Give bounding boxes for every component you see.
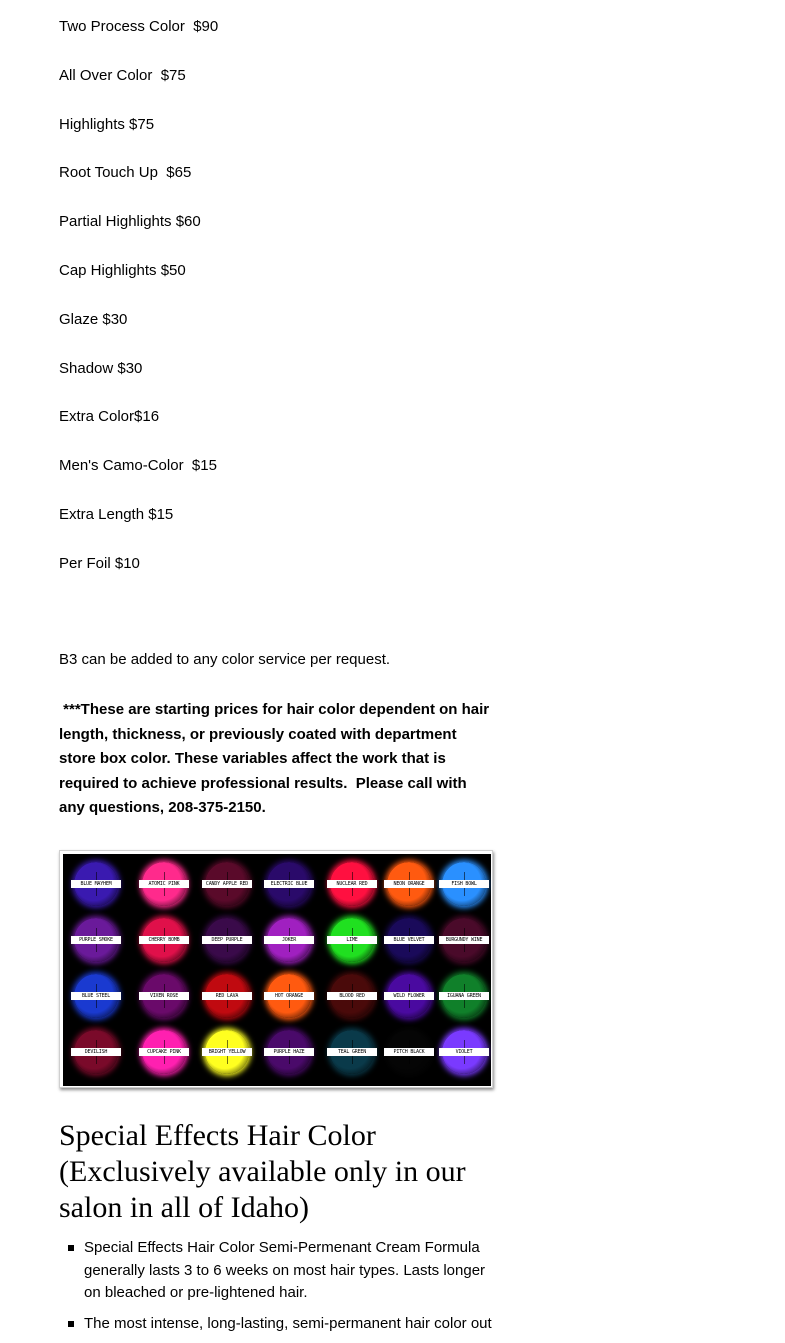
- swatch-label: NEON ORANGE: [384, 880, 434, 888]
- swatch-label: DEVILISH: [71, 1048, 121, 1056]
- swatch-label: PURPLE SMOKE: [71, 936, 121, 944]
- swatch-label: BLUE VELVET: [384, 936, 434, 944]
- square-bullet-icon: [68, 1245, 74, 1251]
- swatch-label: HOT ORANGE: [264, 992, 314, 1000]
- swatch-label: BURGUNDY WINE: [439, 936, 489, 944]
- swatch-label: BLUE STEEL: [71, 992, 121, 1000]
- swatch-label: BRIGHT YELLOW: [202, 1048, 252, 1056]
- pricing-disclaimer: ***These are starting prices for hair color dependent on hair length, thickness, or previously coated with department store box color. These variables affect the work that is required to achieve professional results. Please call with any questions, 208-375-2150.: [59, 701, 494, 816]
- b3-note: B3 can be added to any color service per request.: [59, 651, 391, 668]
- price-item: Per Foil $10: [59, 554, 140, 572]
- swatch-label: JOKER: [264, 936, 314, 944]
- swatch-label: ELECTRIC BLUE: [264, 880, 314, 888]
- swatch-label: NUCLEAR RED: [327, 880, 377, 888]
- swatch-label: ATOMIC PINK: [139, 880, 189, 888]
- swatch-label: VIXEN ROSE: [139, 992, 189, 1000]
- price-item: Glaze $30: [59, 310, 128, 328]
- price-item: All Over Color $75: [59, 66, 186, 84]
- swatch-label: BLUE MAYHEM: [71, 880, 121, 888]
- special-effects-list: [59, 1237, 495, 1343]
- swatch-label: VIOLET: [439, 1048, 489, 1056]
- swatch-label: RED LAVA: [202, 992, 252, 1000]
- swatch-board: [63, 854, 491, 1086]
- list-item-text: Special Effects Hair Color Semi-Permenant Cream Formula generally lasts 3 to 6 weeks on most hair types. Lasts longer on bleached or pre-lightened hair.: [84, 1239, 486, 1301]
- swatch-label: PITCH BLACK: [384, 1048, 434, 1056]
- swatch-label: TEAL GREEN: [327, 1048, 377, 1056]
- swatch-label: FISH BOWL: [439, 880, 489, 888]
- price-item: Extra Color$16: [59, 408, 160, 426]
- list-item: [59, 1237, 495, 1305]
- price-item: Highlights $75: [59, 115, 155, 133]
- price-item: Partial Highlights $60: [59, 213, 201, 231]
- price-item: Shadow $30: [59, 359, 143, 377]
- swatch-label: DEEP PURPLE: [202, 936, 252, 944]
- swatch-label: CANDY APPLE RED: [202, 880, 252, 888]
- swatch-label: WILD FLOWER: [384, 992, 434, 1000]
- price-item: Men's Camo-Color $15: [59, 457, 217, 475]
- swatch-label: PURPLE HAZE: [264, 1048, 314, 1056]
- price-item: Two Process Color $90: [59, 18, 219, 35]
- square-bullet-icon: [68, 1321, 74, 1327]
- special-effects-heading: Special Effects Hair Color (Exclusively available only in our salon in all of Idaho): [59, 1119, 474, 1224]
- swatch-label: BLOOD RED: [327, 992, 377, 1000]
- price-item: Root Touch Up $65: [59, 164, 192, 182]
- hair-color-swatch-image: [59, 850, 493, 1088]
- price-item: Extra Length $15: [59, 505, 174, 523]
- list-item: [59, 1313, 495, 1336]
- price-list: [59, 17, 495, 603]
- swatch-label: CUPCAKE PINK: [139, 1048, 189, 1056]
- swatch-label: IGUANA GREEN: [439, 992, 489, 1000]
- list-item-text: The most intense, long-lasting, semi-permanent hair color out: [84, 1314, 492, 1332]
- swatch-label: LIME: [327, 936, 377, 944]
- price-item: Cap Highlights $50: [59, 261, 186, 279]
- swatch-label: CHERRY BOMB: [139, 936, 189, 944]
